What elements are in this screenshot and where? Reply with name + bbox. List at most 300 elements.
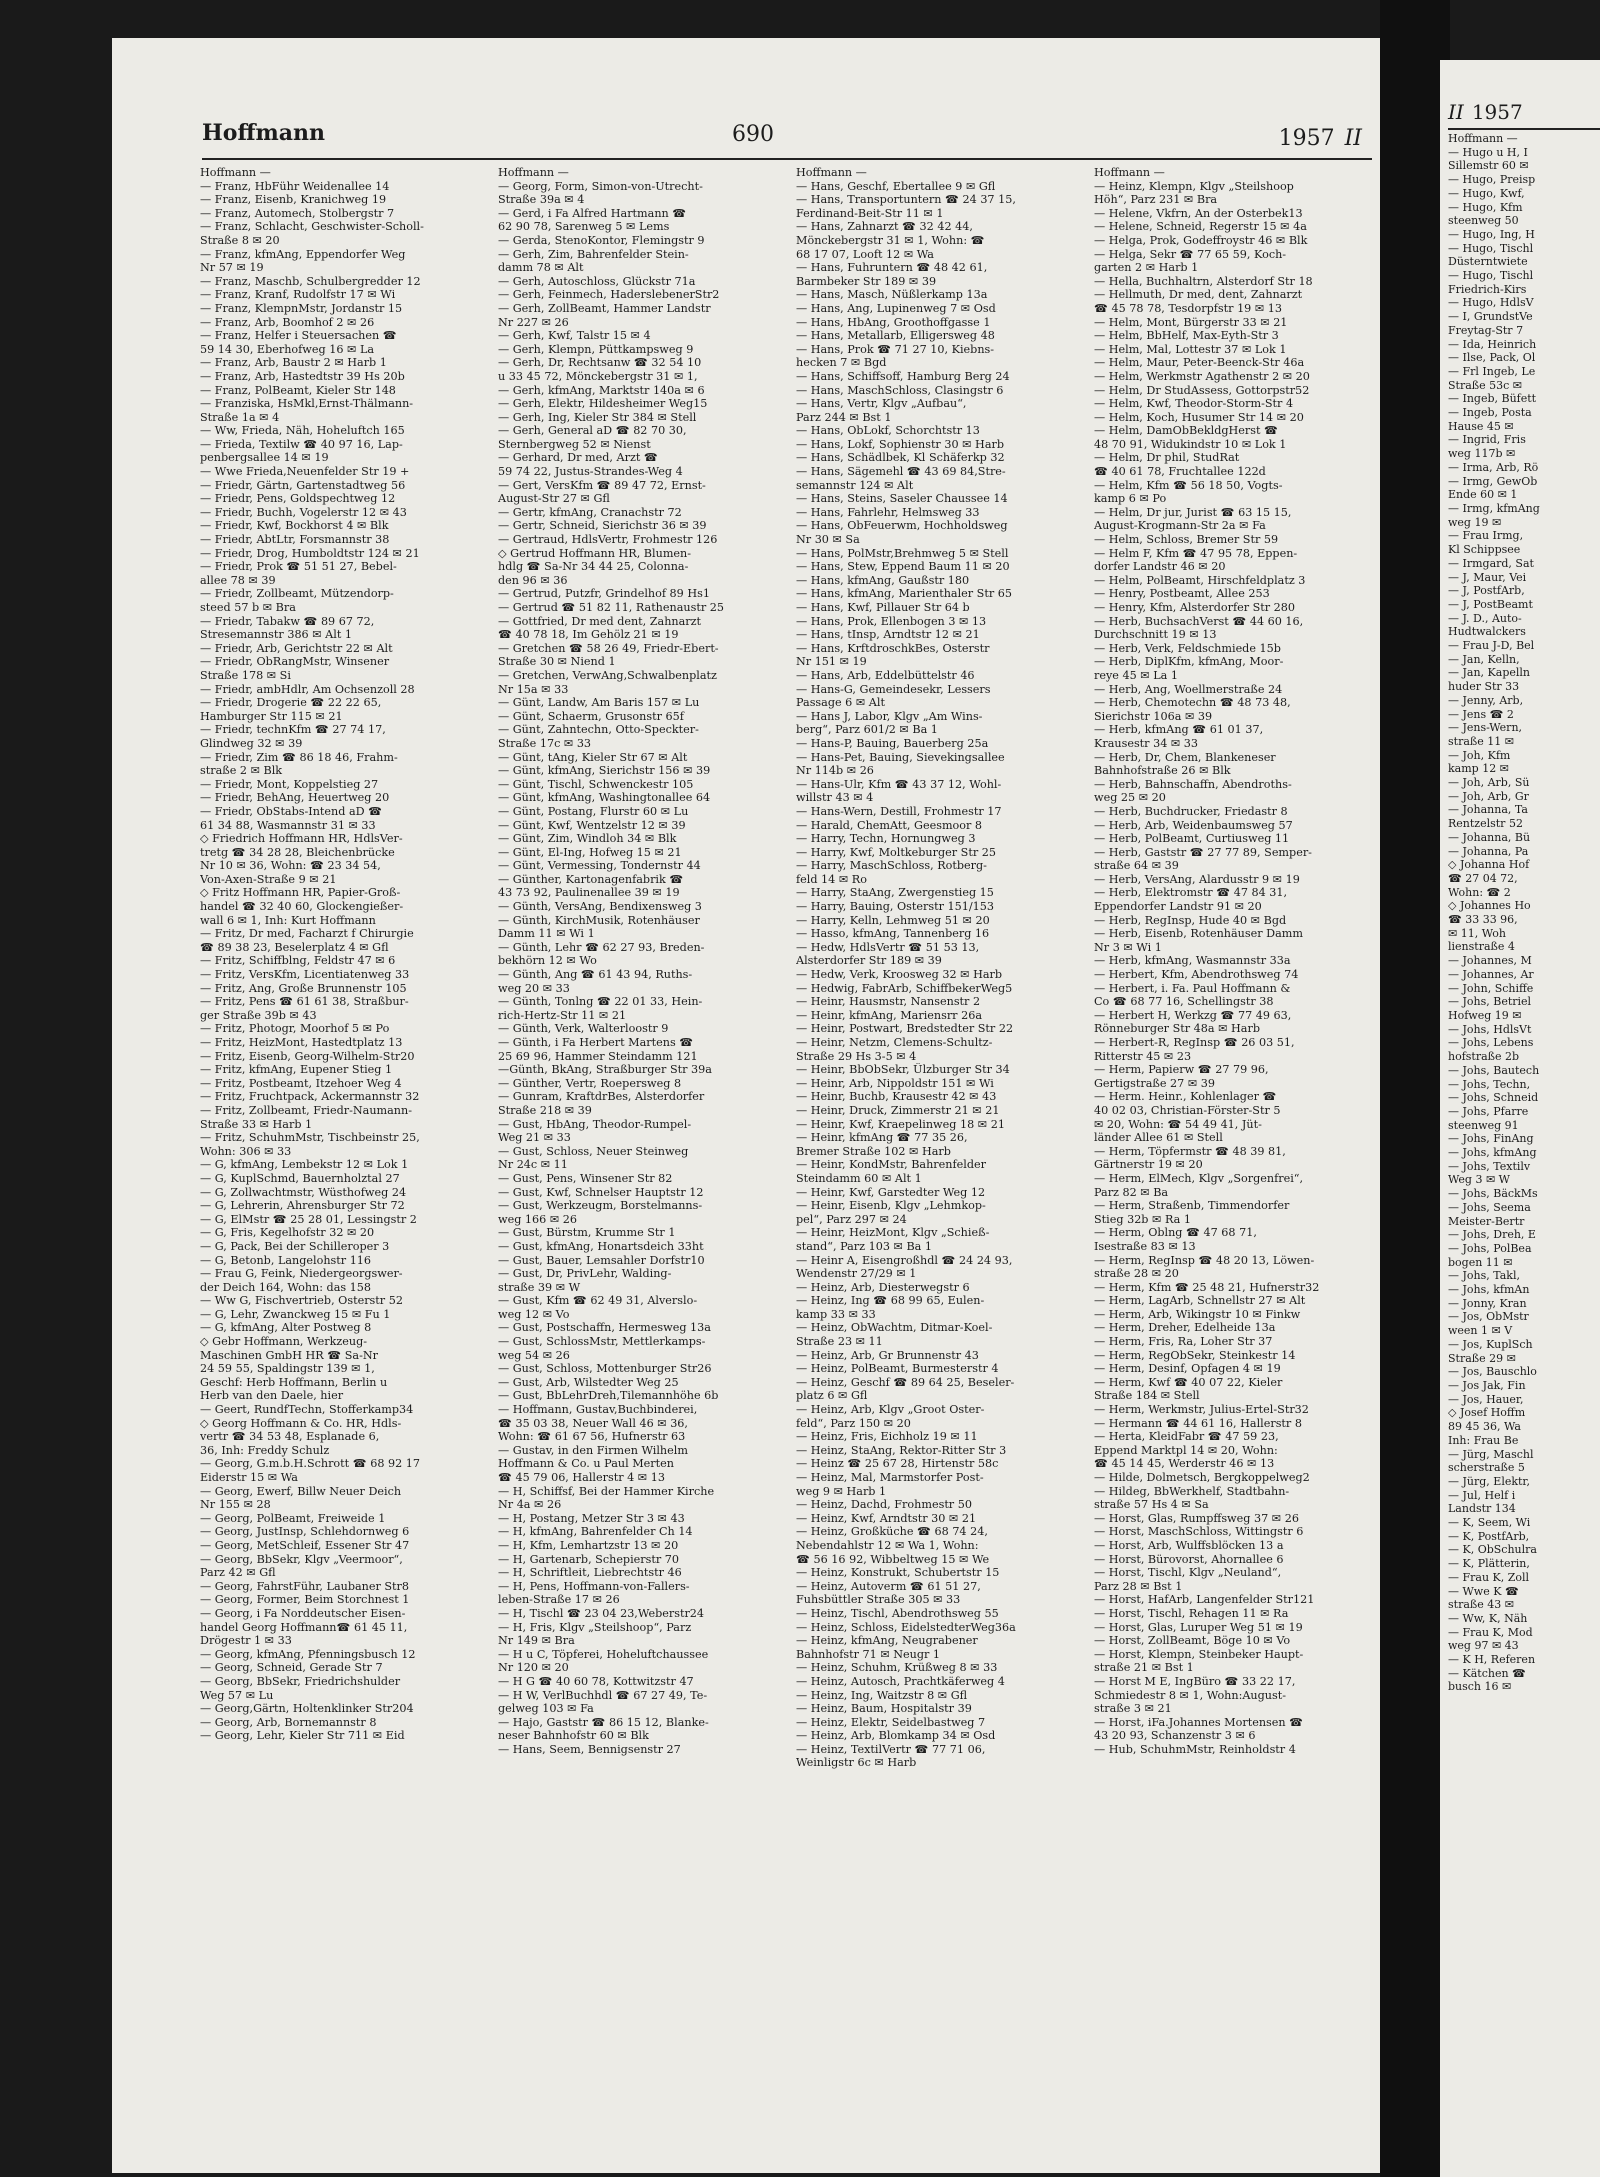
directory-entry: —Günth, BkAng, Straßburger Str 39a	[498, 1063, 712, 1077]
directory-entry: — Herm, Werkmstr, Julius-Ertel-Str32	[1094, 1403, 1309, 1417]
directory-entry: weg 19 ✉	[1448, 515, 1502, 529]
directory-entry: Fuhsbüttler Straße 305 ✉ 33	[796, 1593, 961, 1607]
directory-entry: — Georg, Lehr, Kieler Str 711 ✉ Eid	[200, 1729, 405, 1743]
directory-entry: — Günth, i Fa Herbert Martens ☎	[498, 1036, 694, 1049]
directory-entry: Passage 6 ✉ Alt	[796, 696, 885, 710]
directory-entry: — Hans, kfmAng, Gaußstr 180	[796, 573, 970, 587]
directory-entry: — Frau J-D, Bel	[1448, 639, 1535, 653]
directory-entry: — Friedr, Zim ☎ 86 18 46, Frahm-	[200, 750, 398, 764]
directory-entry: — Heinz, Konstrukt, Schubertstr 15	[796, 1566, 1000, 1580]
directory-entry: — Hans-G, Gemeindesekr, Lessers	[796, 682, 991, 696]
directory-entry: — Hans, Prok ☎ 71 27 10, Kiebns-	[796, 342, 995, 356]
directory-entry: busch 16 ✉	[1448, 1680, 1512, 1694]
directory-entry: — Helm, Mont, Bürgerstr 33 ✉ 21	[1094, 315, 1288, 329]
directory-entry: — Johs, PolBea	[1448, 1241, 1532, 1255]
directory-entry: Bremer Straße 102 ✉ Harb	[796, 1144, 951, 1158]
directory-entry: — Heinr, Eisenb, Klgv „Lehmkop-	[796, 1199, 986, 1213]
directory-entry: — Heinz, Arb, Blomkamp 34 ✉ Osd	[796, 1729, 996, 1743]
directory-entry: — Kätchen ☎	[1448, 1666, 1526, 1680]
directory-entry: — H, Postang, Metzer Str 3 ✉ 43	[498, 1511, 685, 1525]
directory-entry: — Jürg, Maschl	[1448, 1447, 1534, 1461]
directory-entry: — Herta, KleidFabr ☎ 47 59 23,	[1094, 1430, 1279, 1444]
directory-entry: Wohn: ☎ 61 67 56, Hufnerstr 63	[498, 1430, 686, 1444]
directory-entry: — K, PostfArb,	[1448, 1529, 1530, 1543]
directory-entry: — Gerh, kfmAng, Marktstr 140a ✉ 6	[498, 383, 705, 397]
column-heading: Hoffmann —	[498, 166, 569, 179]
directory-entry: — Heinz, ObWachtm, Ditmar-Koel-	[796, 1321, 993, 1335]
directory-entry: — Helm, Kfm ☎ 56 18 50, Vogts-	[1094, 478, 1283, 492]
directory-entry: — Horst, Klempn, Steinbeker Haupt-	[1094, 1647, 1304, 1661]
directory-entry: — Friedr, Tabakw ☎ 89 67 72,	[200, 614, 375, 628]
directory-entry: Nr 15a ✉ 33	[498, 682, 569, 696]
directory-entry: — Johannes, Ar	[1448, 967, 1534, 981]
directory-entry: — John, Schiffe	[1448, 981, 1534, 995]
directory-entry: — Horst, Glas, Luruper Weg 51 ✉ 19	[1094, 1620, 1303, 1634]
directory-entry: — Frau G, Feink, Niedergeorgswer-	[200, 1267, 403, 1281]
directory-entry: Straße 218 ✉ 39	[498, 1103, 592, 1117]
directory-entry: straße 64 ✉ 39	[1094, 859, 1179, 873]
directory-entry: straße 3 ✉ 21	[1094, 1702, 1172, 1716]
directory-entry: Hamburger Str 115 ✉ 21	[200, 709, 343, 723]
directory-entry: Drögestr 1 ✉ 33	[200, 1634, 292, 1648]
directory-entry: — Günther, Vertr, Roepersweg 8	[498, 1076, 682, 1090]
directory-entry: — Gust, BbLehrDreh,Tilemannhöhe 6b	[498, 1389, 719, 1403]
directory-entry: — Franz, Schlacht, Geschwister-Scholl-	[200, 220, 424, 234]
directory-entry: — Herm, Papierw ☎ 27 79 96,	[1094, 1063, 1269, 1077]
directory-entry: Bahnhofstraße 26 ✉ Blk	[1094, 764, 1231, 778]
directory-entry: — Wwe K ☎	[1448, 1584, 1519, 1598]
directory-entry: — Gertr, Schneid, Sierichstr 36 ✉ 39	[498, 519, 707, 533]
directory-entry: — Herb, Gaststr ☎ 27 77 89, Semper-	[1094, 845, 1312, 859]
directory-entry: steed 57 b ✉ Bra	[200, 601, 296, 614]
directory-entry: Rentzelstr 52	[1448, 817, 1523, 831]
directory-entry: — Heinz, Ing ☎ 68 99 65, Eulen-	[796, 1294, 985, 1308]
directory-entry: — Heinz, Elektr, Seidelbastweg 7	[796, 1715, 986, 1729]
directory-entry: Ferdinand-Beit-Str 11 ✉ 1	[796, 206, 944, 220]
directory-entry: — Helm, Koch, Husumer Str 14 ✉ 20	[1094, 410, 1304, 424]
directory-entry: 68 17 07, Looft 12 ✉ Wa	[796, 247, 934, 261]
directory-entry: — Herbert, Kfm, Abendrothsweg 74	[1094, 968, 1299, 982]
directory-entry: — Friedr, technKfm ☎ 27 74 17,	[200, 723, 386, 737]
directory-entry: Nr 120 ✉ 20	[498, 1661, 569, 1675]
directory-entry: Sillemstr 60 ✉	[1448, 159, 1529, 173]
directory-entry: — Günth, Ang ☎ 61 43 94, Ruths-	[498, 968, 693, 982]
directory-entry: — Heinr, Hausmstr, Nansenstr 2	[796, 995, 981, 1009]
directory-entry: — Hedw, HdlsVertr ☎ 51 53 13,	[796, 940, 980, 954]
directory-entry: — Hermann ☎ 44 61 16, Hallerstr 8	[1094, 1416, 1302, 1430]
directory-entry: ☎ 40 61 78, Fruchtallee 122d	[1094, 465, 1266, 479]
directory-entry: — Harry, Kelln, Lehmweg 51 ✉ 20	[796, 913, 990, 927]
directory-entry: — Hans-Ulr, Kfm ☎ 43 37 12, Wohl-	[796, 777, 1002, 791]
directory-entry: — Heinr, KondMstr, Bahrenfelder	[796, 1158, 986, 1172]
directory-entry: — Hella, Buchhaltrn, Alsterdorf Str 18	[1094, 274, 1313, 288]
directory-entry: der Deich 164, Wohn: das 158	[200, 1280, 372, 1294]
directory-entry: — Heinz, PolBeamt, Burmesterstr 4	[796, 1362, 999, 1376]
directory-entry: — Helene, Schneid, Regerstr 15 ✉ 4a	[1094, 220, 1307, 234]
directory-entry: — Horst, iFa.Johannes Mortensen ☎	[1094, 1715, 1304, 1729]
directory-entry: — Johs, Takl,	[1448, 1269, 1520, 1283]
directory-entry: — Heinr, Kwf, Garstedter Weg 12	[796, 1185, 986, 1199]
directory-entry: — Hans, Vertr, Klgv „Aufbau“,	[796, 397, 967, 411]
directory-entry: straße 11 ✉	[1448, 734, 1514, 748]
directory-entry: — Horst, Tischl, Klgv „Neuland“,	[1094, 1566, 1282, 1580]
column-heading: Hoffmann —	[200, 166, 271, 179]
directory-entry: Kl Schippsee	[1448, 543, 1521, 557]
directory-entry: — Herm, Kwf ☎ 40 07 22, Kieler	[1094, 1375, 1283, 1389]
directory-entry: — Heinz, Schuhm, Krüßweg 8 ✉ 33	[796, 1661, 998, 1675]
directory-entry: — G, Zollwachtmstr, Wüsthofweg 24	[200, 1185, 407, 1199]
directory-entry: — Johanna, Pa	[1448, 844, 1529, 858]
directory-entry: — Herb, Elektromstr ☎ 47 84 31,	[1094, 886, 1288, 900]
directory-entry: — Hans, Steins, Saseler Chaussee 14	[796, 492, 1008, 506]
directory-entry: — Franz, Arb, Boomhof 2 ✉ 26	[200, 315, 375, 329]
directory-entry: — Herm, LagArb, Schnellstr 27 ✉ Alt	[1094, 1294, 1306, 1308]
directory-entry: — Gerh, Feinmech, HaderslebenerStr2	[498, 288, 720, 302]
directory-entry: — Heinz, Arb, Diesterwegstr 6	[796, 1280, 970, 1294]
header-year: 1957	[1278, 126, 1335, 151]
directory-entry: — Hugo, Tischl	[1448, 269, 1534, 283]
directory-entry: — Jos Jak, Fin	[1448, 1378, 1526, 1392]
directory-entry: — Friedr, Drogerie ☎ 22 22 65,	[200, 696, 382, 710]
directory-entry: ger Straße 39b ✉ 43	[200, 1008, 317, 1022]
directory-entry: Landstr 134	[1448, 1502, 1516, 1516]
directory-entry: — Harry, MaschSchloss, Rotberg-	[796, 859, 987, 873]
directory-entry: — J, PostBeamt	[1448, 597, 1533, 611]
directory-entry: wall 6 ✉ 1, Inh: Kurt Hoffmann	[200, 913, 376, 927]
directory-entry: — Heinz, Arb, Gr Brunnenstr 43	[796, 1348, 979, 1362]
directory-columns	[200, 166, 1372, 2156]
directory-entry: — Herm, Kfm ☎ 25 48 21, Hufnerstr32	[1094, 1280, 1320, 1294]
directory-entry: — Joh, Kfm	[1448, 748, 1511, 762]
directory-entry: Nr 155 ✉ 28	[200, 1498, 271, 1512]
directory-entry: — Johs, kfmAn	[1448, 1283, 1530, 1297]
directory-entry: ◇ Johanna Hof	[1448, 858, 1530, 872]
directory-entry: — Hans, Seem, Bennigsenstr 27	[498, 1742, 681, 1756]
directory-entry: — Hans, Transportuntern ☎ 24 37 15,	[796, 193, 1016, 207]
directory-entry: — Hub, SchuhmMstr, Reinholdstr 4	[1094, 1742, 1296, 1756]
directory-entry: 59 74 22, Justus-Strandes-Weg 4	[498, 465, 683, 479]
directory-entry: kamp 6 ✉ Po	[1094, 492, 1167, 506]
directory-entry: Rönneburger Str 48a ✉ Harb	[1094, 1022, 1260, 1036]
directory-entry: — Horst M E, IngBüro ☎ 33 22 17,	[1094, 1674, 1296, 1688]
directory-entry: — Gerh, Zim, Bahrenfelder Stein-	[498, 247, 689, 261]
directory-entry: — Heinr, Arb, Nippoldstr 151 ✉ Wi	[796, 1076, 994, 1090]
directory-entry: — Fritz, Eisenb, Georg-Wilhelm-Str20	[200, 1049, 415, 1063]
directory-entry: — Johs, Pfarre	[1448, 1104, 1529, 1118]
directory-entry: willstr 43 ✉ 4	[796, 791, 874, 805]
directory-entry: — Heinr A, Eisengroßhdl ☎ 24 24 93,	[796, 1253, 1013, 1267]
directory-entry: — Helm, Dr StudAssess, Gottorpstr52	[1094, 383, 1310, 397]
directory-entry: — Hans, Sägemehl ☎ 43 69 84,Stre-	[796, 465, 1006, 479]
directory-entry: weg 12 ✉ Vo	[498, 1307, 570, 1321]
directory-entry: Hause 45 ✉	[1448, 419, 1514, 433]
directory-entry: — Friedr, AbtLtr, Forsmannstr 38	[200, 533, 390, 547]
directory-entry: — H, kfmAng, Bahrenfelder Ch 14	[498, 1525, 693, 1539]
directory-entry: ☎ 33 33 96,	[1448, 913, 1518, 927]
directory-entry: — Johs, HdlsVt	[1448, 1022, 1532, 1036]
directory-entry: — Harry, StaAng, Zwergenstieg 15	[796, 886, 994, 900]
directory-entry: — Hugo, Tischl	[1448, 241, 1534, 255]
directory-entry: — Frl Ingeb, Le	[1448, 364, 1536, 378]
directory-entry: — Helm, Dr jur, Jurist ☎ 63 15 15,	[1094, 505, 1292, 519]
directory-entry: — Helm, Kwf, Theodor-Storm-Str 4	[1094, 397, 1294, 411]
directory-entry: — Günt, tAng, Kieler Str 67 ✉ Alt	[498, 750, 688, 764]
directory-entry: — Heinz, kfmAng, Neugrabener	[796, 1634, 978, 1648]
directory-entry: — Georg, FahrstFühr, Laubaner Str8	[200, 1579, 410, 1593]
directory-entry: den 96 ✉ 36	[498, 573, 568, 587]
directory-entry: ☎ 45 79 06, Hallerstr 4 ✉ 13	[498, 1471, 665, 1484]
directory-entry: — Hans-P, Bauing, Bauerberg 25a	[796, 736, 989, 750]
directory-entry: August-Krogmann-Str 2a ✉ Fa	[1094, 519, 1266, 533]
directory-entry: — Georg, BbSekr, Friedrichshulder	[200, 1674, 401, 1688]
directory-entry: — Herb, RegInsp, Hude 40 ✉ Bgd	[1094, 913, 1287, 927]
directory-entry: — Gretchen, VerwAng,Schwalbenplatz	[498, 668, 717, 682]
directory-entry: ◇ Georg Hoffmann & Co. HR, Hdls-	[200, 1416, 402, 1430]
directory-entry: ☎ 89 38 23, Beselerplatz 4 ✉ Gfl	[200, 940, 389, 954]
directory-entry: — Heinz, Geschf ☎ 89 64 25, Beseler-	[796, 1375, 1015, 1389]
directory-entry: — Friedr, Drog, Humboldtstr 124 ✉ 21	[200, 546, 420, 560]
directory-entry: — Helm, Dr phil, StudRat	[1094, 451, 1240, 465]
directory-entry: Gärtnerstr 19 ✉ 20	[1094, 1158, 1203, 1172]
directory-entry: — Hedw, Verk, Kroosweg 32 ✉ Harb	[796, 968, 1003, 982]
directory-entry: weg 166 ✉ 26	[498, 1212, 577, 1226]
column-4	[1094, 166, 1379, 2156]
directory-entry: 40 02 03, Christian-Förster-Str 5	[1094, 1103, 1281, 1117]
directory-entry: — Hans, Kwf, Pillauer Str 64 b	[796, 601, 970, 614]
directory-entry: — Friedr, Kwf, Bockhorst 4 ✉ Blk	[200, 519, 389, 533]
directory-entry: — Günt, Zahntechn, Otto-Speckter-	[498, 723, 699, 737]
directory-entry: Parz 42 ✉ Gfl	[200, 1566, 276, 1580]
directory-entry: Ende 60 ✉ 1	[1448, 488, 1518, 502]
directory-entry: Ritterstr 45 ✉ 23	[1094, 1049, 1192, 1063]
directory-entry: 43 73 92, Paulinenallee 39 ✉ 19	[498, 886, 680, 900]
directory-entry: — Jos, ObMstr	[1448, 1310, 1529, 1324]
directory-entry: — H W, VerlBuchhdl ☎ 67 27 49, Te-	[498, 1688, 708, 1702]
column-3	[796, 166, 1081, 2156]
directory-entry: — Gust, Schloss, Neuer Steinweg	[498, 1144, 689, 1158]
directory-entry: — Hans, Ang, Lupinenweg 7 ✉ Osd	[796, 301, 996, 315]
directory-entry: — Gust, Schloss, Mottenburger Str26	[498, 1362, 712, 1376]
directory-entry: Straße 8 ✉ 20	[200, 233, 280, 247]
directory-entry: feld“, Parz 150 ✉ 20	[796, 1416, 911, 1430]
directory-entry: Geschf: Herb Hoffmann, Berlin u	[200, 1375, 388, 1389]
directory-entry: — Johannes, M	[1448, 954, 1532, 968]
directory-entry: — Hans, ObFeuerwm, Hochholdsweg	[796, 519, 1008, 533]
directory-entry: reye 45 ✉ La 1	[1094, 668, 1178, 682]
directory-entry: — Hans, PolMstr,Brehmweg 5 ✉ Stell	[796, 546, 1009, 560]
directory-entry: — Heinz, TextilVertr ☎ 77 71 06,	[796, 1742, 986, 1756]
directory-entry: — Helm, PolBeamt, Hirschfeldplatz 3	[1094, 573, 1306, 587]
directory-entry: Düsterntwiete	[1448, 255, 1528, 269]
directory-entry: — Hans, Stew, Eppend Baum 11 ✉ 20	[796, 560, 1010, 574]
directory-entry: rich-Hertz-Str 11 ✉ 21	[498, 1008, 627, 1022]
directory-entry: — Johs, Techn,	[1448, 1077, 1531, 1091]
directory-entry: — Herb, Chemotechn ☎ 48 73 48,	[1094, 696, 1291, 710]
directory-entry: Straße 30 ✉ Niend 1	[498, 655, 616, 669]
directory-entry: — Horst, ZollBeamt, Böge 10 ✉ Vo	[1094, 1634, 1291, 1648]
directory-entry: ☎ 45 78 78, Tesdorpfstr 19 ✉ 13	[1094, 301, 1283, 315]
directory-entry: — Friedr, Mont, Koppelstieg 27	[200, 777, 379, 791]
directory-entry: — G, Betonb, Langelohstr 116	[200, 1253, 372, 1267]
directory-entry: platz 6 ✉ Gfl	[796, 1389, 868, 1403]
directory-entry: Nr 3 ✉ Wi 1	[1094, 940, 1162, 954]
directory-entry: — Herb, kfmAng, Wasmannstr 33a	[1094, 954, 1291, 968]
directory-entry: tretg ☎ 34 28 28, Bleichenbrücke	[200, 845, 395, 859]
directory-entry: — Friedr, Arb, Gerichtstr 22 ✉ Alt	[200, 641, 393, 655]
directory-entry: Straße 184 ✉ Stell	[1094, 1389, 1200, 1403]
directory-entry: — H, Tischl ☎ 23 04 23,Weberstr24	[498, 1606, 705, 1620]
directory-entry: — Herbert H, Werkzg ☎ 77 49 63,	[1094, 1008, 1292, 1022]
directory-entry: stand“, Parz 103 ✉ Ba 1	[796, 1239, 933, 1253]
directory-entry: — Günth, Tonlng ☎ 22 01 33, Hein-	[498, 995, 703, 1009]
directory-entry: — Henry, Postbeamt, Allee 253	[1094, 587, 1270, 601]
directory-entry: — Herb, Bahnschaffn, Abendroths-	[1094, 777, 1292, 791]
directory-entry: — Herm, Arb, Wikingstr 10 ✉ Finkw	[1094, 1307, 1301, 1321]
directory-entry: — Heinr, Postwart, Bredstedter Str 22	[796, 1022, 1014, 1036]
directory-entry: Durchschnitt 19 ✉ 13	[1094, 628, 1217, 642]
directory-entry: — Wwe Frieda,Neuenfelder Str 19 +	[200, 465, 410, 479]
directory-entry: 89 45 36, Wa	[1448, 1420, 1521, 1434]
directory-entry: — Johs, Betriel	[1448, 995, 1532, 1009]
directory-entry: — Fritz, kfmAng, Eupener Stieg 1	[200, 1063, 393, 1077]
directory-entry: — Georg, i Fa Norddeutscher Eisen-	[200, 1606, 406, 1620]
directory-entry: — Georg, Schneid, Gerade Str 7	[200, 1661, 383, 1675]
directory-entry: — Hans, KrftdroschkBes, Osterstr	[796, 641, 990, 655]
directory-entry: — Gert, VersKfm ☎ 89 47 72, Ernst-	[498, 478, 706, 492]
directory-entry: — Irmgard, Sat	[1448, 556, 1534, 570]
directory-entry: 25 69 96, Hammer Steindamm 121	[498, 1049, 698, 1063]
directory-entry: — Ww G, Fischvertrieb, Osterstr 52	[200, 1294, 403, 1308]
directory-entry: hofstraße 2b	[1448, 1050, 1520, 1064]
directory-entry: — Herb, kfmAng ☎ 61 01 37,	[1094, 723, 1264, 737]
directory-entry: ☎ 45 14 45, Werderstr 46 ✉ 13	[1094, 1457, 1275, 1471]
directory-entry: — Horst, MaschSchloss, Wittingstr 6	[1094, 1525, 1304, 1539]
directory-entry: ◇ Johannes Ho	[1448, 899, 1531, 913]
directory-entry: — Ww, K, Näh	[1448, 1611, 1528, 1625]
directory-entry: — Gerh, General aD ☎ 82 70 30,	[498, 424, 687, 438]
directory-entry: penbergsallee 14 ✉ 19	[200, 451, 329, 465]
directory-entry: — Gustav, in den Firmen Wilhelm	[498, 1443, 688, 1457]
directory-entry: — Heinz ☎ 25 67 28, Hirtenstr 58c	[796, 1457, 999, 1471]
directory-entry: — Helga, Sekr ☎ 77 65 59, Koch-	[1094, 247, 1287, 261]
directory-entry: Damm 11 ✉ Wi 1	[498, 927, 595, 941]
directory-entry: weg 20 ✉ 33	[498, 981, 570, 995]
directory-entry: — Johs, BäckMs	[1448, 1187, 1538, 1201]
directory-entry: — Hans, Schiffsoff, Hamburg Berg 24	[796, 369, 1010, 383]
directory-entry: u 33 45 72, Mönckebergstr 31 ✉ 1,	[498, 369, 698, 383]
directory-entry: 59 14 30, Eberhofweg 16 ✉ La	[200, 342, 375, 356]
directory-entry: — Gerh, Dr, Rechtsanw ☎ 32 54 10	[498, 356, 702, 370]
directory-entry: — Hans, Prok, Ellenbogen 3 ✉ 13	[796, 614, 987, 628]
directory-entry: — Ingeb, Posta	[1448, 406, 1532, 420]
directory-entry: Mönckebergstr 31 ✉ 1, Wohn: ☎	[796, 233, 985, 247]
directory-entry: — G, Lehrerin, Ahrensburger Str 72	[200, 1199, 405, 1213]
directory-entry: — Hilde, Dolmetsch, Bergkoppelweg2	[1094, 1471, 1310, 1484]
directory-entry: — Hans, Zahnarzt ☎ 32 42 44,	[796, 220, 973, 234]
directory-entry: — Hedwig, FabrArb, SchiffbekerWeg5	[796, 981, 1013, 995]
directory-entry: 62 90 78, Sarenweg 5 ✉ Lems	[498, 220, 670, 234]
directory-entry: — Franz, HbFühr Weidenallee 14	[200, 179, 390, 193]
directory-entry: Straße 33 ✉ Harb 1	[200, 1117, 313, 1131]
directory-entry: damm 78 ✉ Alt	[498, 261, 584, 275]
directory-entry: — Herm, ElMech, Klgv „Sorgenfrei“,	[1094, 1171, 1304, 1185]
directory-entry: Sternbergweg 52 ✉ Nienst	[498, 437, 651, 451]
directory-entry: — K, Seem, Wi	[1448, 1516, 1531, 1530]
directory-entry: Wohn: 306 ✉ 33	[200, 1144, 292, 1158]
directory-entry: — Hans-Wern, Destill, Frohmestr 17	[796, 804, 1002, 818]
facing-page-column	[1448, 132, 1600, 1694]
directory-entry: Straße 29 Hs 3-5 ✉ 4	[796, 1049, 917, 1063]
directory-entry: — Hugo, Ing, H	[1448, 227, 1535, 241]
header-surname: Hoffmann	[202, 120, 326, 146]
directory-entry: — Irmg, GewOb	[1448, 474, 1538, 488]
directory-entry: ◇ Gebr Hoffmann, Werkzeug-	[200, 1335, 368, 1349]
directory-entry: Straße 39a ✉ 4	[498, 193, 585, 207]
directory-entry: — Helm, Maur, Peter-Beenck-Str 46a	[1094, 356, 1305, 370]
directory-entry: weg 54 ✉ 26	[498, 1348, 570, 1362]
directory-entry: — Franz, Arb, Hastedtstr 39 Hs 20b	[200, 369, 405, 383]
directory-entry: — Fritz, Zollbeamt, Friedr-Naumann-	[200, 1103, 412, 1117]
directory-entry: — Harry, Techn, Hornungweg 3	[796, 832, 976, 846]
directory-entry: — Fritz, Fruchtpack, Ackermannstr 32	[200, 1090, 420, 1104]
directory-entry: — Gerh, Ing, Kieler Str 384 ✉ Stell	[498, 410, 697, 424]
directory-entry: Eiderstr 15 ✉ Wa	[200, 1471, 298, 1484]
directory-entry: — G, Lehr, Zwanckweg 15 ✉ Fu 1	[200, 1307, 391, 1321]
directory-entry: — Johs, Schneid	[1448, 1091, 1539, 1105]
directory-entry: — Hugo u H, I	[1448, 145, 1528, 159]
directory-entry: — Hans, Schädlbek, Kl Schäferkp 32	[796, 451, 1005, 465]
directory-entry: straße 28 ✉ 20	[1094, 1267, 1179, 1281]
directory-entry: Herb van den Daele, hier	[200, 1389, 344, 1403]
directory-entry: — Hans, Arb, Eddelbüttelstr 46	[796, 668, 975, 682]
directory-entry: 61 34 88, Wasmannstr 31 ✉ 33	[200, 818, 376, 832]
directory-entry: — Fritz, Dr med, Facharzt f Chirurgie	[200, 927, 414, 941]
directory-entry: — Horst, Tischl, Rehagen 11 ✉ Ra	[1094, 1606, 1289, 1620]
directory-entry: — Ilse, Pack, Ol	[1448, 351, 1536, 365]
directory-entry: — Hans J, Labor, Klgv „Am Wins-	[796, 709, 983, 723]
directory-entry: Nr 4a ✉ 26	[498, 1498, 562, 1512]
directory-entry: — Heinr, BbObSekr, Ülzburger Str 34	[796, 1063, 1010, 1077]
directory-entry: Wohn: ☎ 2	[1448, 885, 1511, 899]
directory-entry: — Jens ☎ 2	[1448, 707, 1514, 721]
directory-entry: — Friedr, Buchh, Vogelerstr 12 ✉ 43	[200, 505, 407, 519]
directory-entry: — G, Pack, Bei der Schilleroper 3	[200, 1239, 390, 1253]
directory-entry: — Hellmuth, Dr med, dent, Zahnarzt	[1094, 288, 1303, 302]
directory-entry: — Gerh, ZollBeamt, Hammer Landstr	[498, 301, 711, 315]
directory-entry: ☎ 40 78 18, Im Gehölz 21 ✉ 19	[498, 628, 679, 642]
directory-entry: — Gust, Arb, Wilstedter Weg 25	[498, 1375, 679, 1389]
directory-entry: weg 97 ✉ 43	[1448, 1639, 1519, 1653]
directory-entry: vertr ☎ 34 53 48, Esplanade 6,	[200, 1430, 380, 1444]
directory-entry: — Gerda, StenoKontor, Flemingstr 9	[498, 233, 705, 247]
directory-entry: — Fritz, Postbeamt, Itzehoer Weg 4	[200, 1076, 402, 1090]
directory-entry: straße 39 ✉ W	[498, 1280, 581, 1294]
directory-entry: — J, PostfArb,	[1448, 584, 1525, 598]
directory-entry: ◇ Fritz Hoffmann HR, Papier-Groß-	[200, 886, 401, 900]
directory-entry: — Günther, Kartonagenfabrik ☎	[498, 872, 684, 886]
directory-entry: — Günth, Lehr ☎ 62 27 93, Breden-	[498, 940, 705, 954]
directory-entry: — I, GrundstVe	[1448, 310, 1533, 324]
directory-entry: — Jonny, Kran	[1448, 1296, 1527, 1310]
directory-entry: Von-Axen-Straße 9 ✉ 21	[200, 872, 337, 886]
directory-entry: — Herb, PolBeamt, Curtiusweg 11	[1094, 832, 1290, 846]
directory-entry: — Hans, Lokf, Sophienstr 30 ✉ Harb	[796, 437, 1004, 451]
directory-entry: — Fritz, HeizMont, Hastedtplatz 13	[200, 1036, 403, 1049]
directory-entry: Nebendahlstr 12 ✉ Wa 1, Wohn:	[796, 1538, 979, 1552]
directory-entry: — Herm, Straßenb, Timmendorfer	[1094, 1199, 1290, 1213]
directory-entry: — Heinz, Mal, Marmstorfer Post-	[796, 1471, 984, 1484]
directory-entry: — Friedr, ObRangMstr, Winsener	[200, 655, 390, 669]
